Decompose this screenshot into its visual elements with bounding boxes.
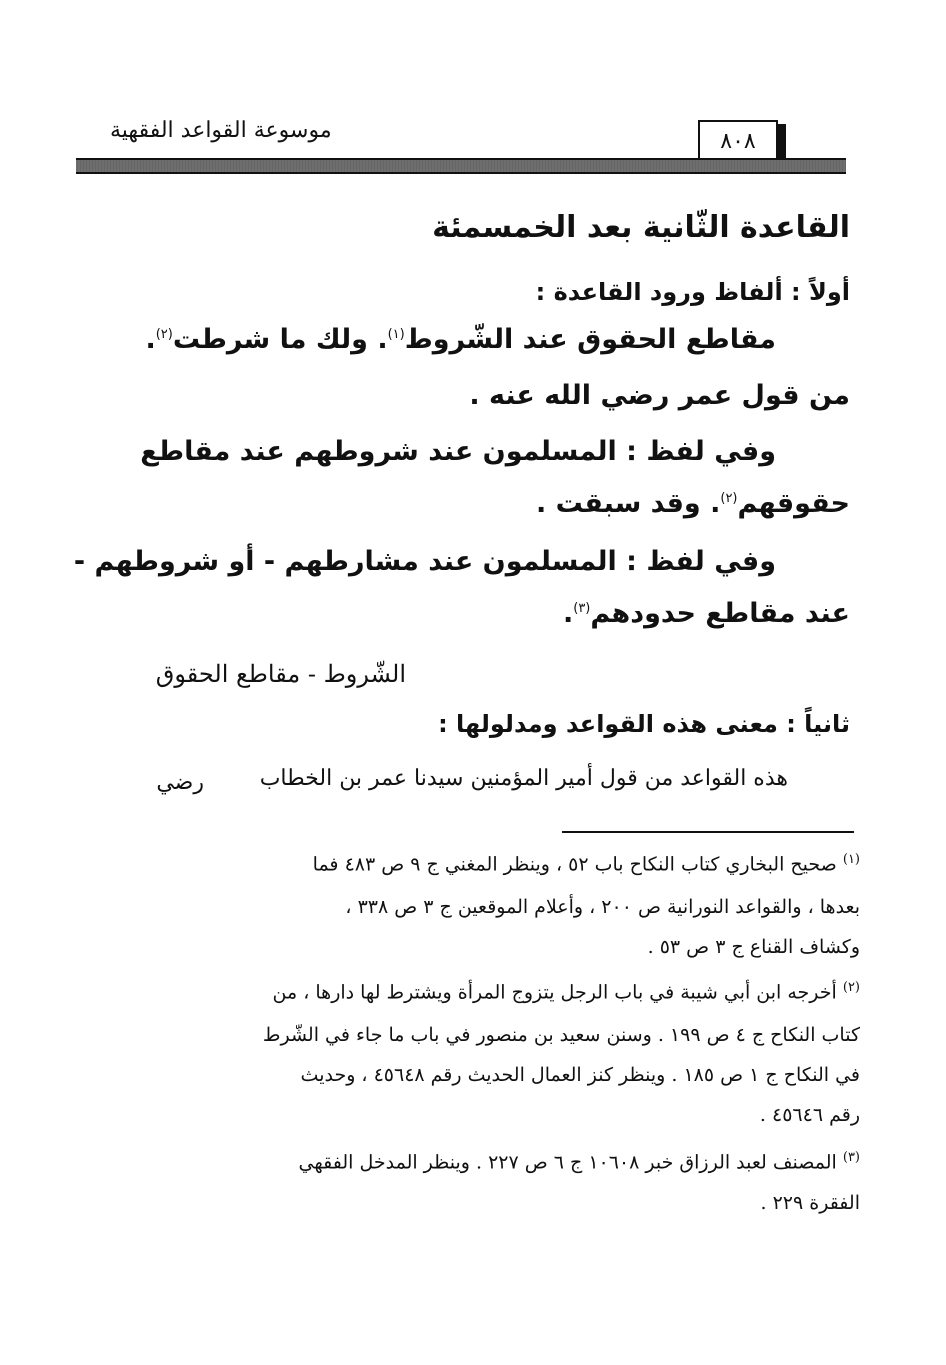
footnote-1-line: وكشاف القناع ج ٣ ص ٥٣ . [647,936,860,958]
footnote-3-line [299,1150,860,1173]
footnote-1-line [313,852,860,875]
variant1-line: وفي لفظ : المسلمون عند شروطهم عند مقاطع [140,436,776,467]
variant2-continuation [563,598,850,629]
footnote-text: أخرجه ابن أبي شيبة في باب الرجل يتزوج المرأة ويشترط لها دارها ، من [272,981,837,1004]
rule-text-part: . ولك ما شرطت [172,324,388,355]
footnote-2-line: في النكاح ج ١ ص ١٨٥ . وينظر كنز العمال الحديث رقم ٤٥٦٤٨ ، وحديث [300,1064,860,1086]
footnote-mark: (١) [842,852,860,867]
body-paragraph-line: هذه القواعد من قول أمير المؤمنين سيدنا عمر بن الخطاب [259,766,788,791]
body-paragraph-line-end: رضي [156,770,204,795]
footnote-2-line: كتاب النكاح ج ٤ ص ١٩٩ . وسنن سعيد بن منصور في باب ما جاء في الشّرط [262,1024,860,1046]
footnote-mark: (٢) [842,980,860,995]
footnote-2-line: رقم ٤٥٦٤٦ . [759,1104,860,1126]
footnote-text: صحيح البخاري كتاب النكاح باب ٥٢ ، وينظر المغني ج ٩ ص ٤٨٣ فما [312,853,837,876]
footnote-ref: (٢) [720,491,738,506]
variant1-continuation [536,488,850,519]
page-number: ٨٠٨ [698,120,778,164]
variant2-line: وفي لفظ : المسلمون عند مشارطهم - أو شروطهم - [73,546,776,577]
footnote-3-line: الفقرة ٢٢٩ . [760,1192,860,1214]
variant-text-part: حقوقهم [737,488,850,519]
variant-text-part: . وقد سبقت . [536,488,721,519]
footnote-2-line [273,980,860,1003]
footnote-ref: (١) [387,327,405,342]
footnote-mark: (٣) [842,1150,860,1165]
keywords-line: الشّروط - مقاطع الحقوق [155,660,406,688]
variant-text-part: . [562,598,574,629]
footnote-1-line: بعدها ، والقواعد النورانية ص ٢٠٠ ، وأعلام الموقعين ج ٣ ص ٣٣٨ ، [345,896,860,918]
footnote-text: المصنف لعبد الرزاق خبر ١٠٦٠٨ ج ٦ ص ٢٢٧ . وينظر المدخل الفقهي [298,1151,837,1174]
rule-source-line: من قول عمر رضي الله عنه . [469,380,850,411]
rule-text-part: . [145,324,156,355]
rule-text-line [145,324,776,355]
section2-title: ثانياً : معنى هذه القواعد ومدلولها : [438,710,850,738]
header-rule [76,158,846,174]
section1-title: أولاً : ألفاظ ورود القاعدة : [535,278,850,306]
running-header-title: موسوعة القواعد الفقهية [110,118,332,143]
footnote-ref: (٣) [573,601,591,616]
rule-heading: القاعدة الثّانية بعد الخمسمئة [432,210,850,245]
variant-text-part: عند مقاطع حدودهم [590,598,850,629]
rule-text-part: مقاطع الحقوق عند الشّروط [404,324,776,355]
footnote-ref: (٢) [155,327,173,342]
footnote-separator [562,831,854,833]
